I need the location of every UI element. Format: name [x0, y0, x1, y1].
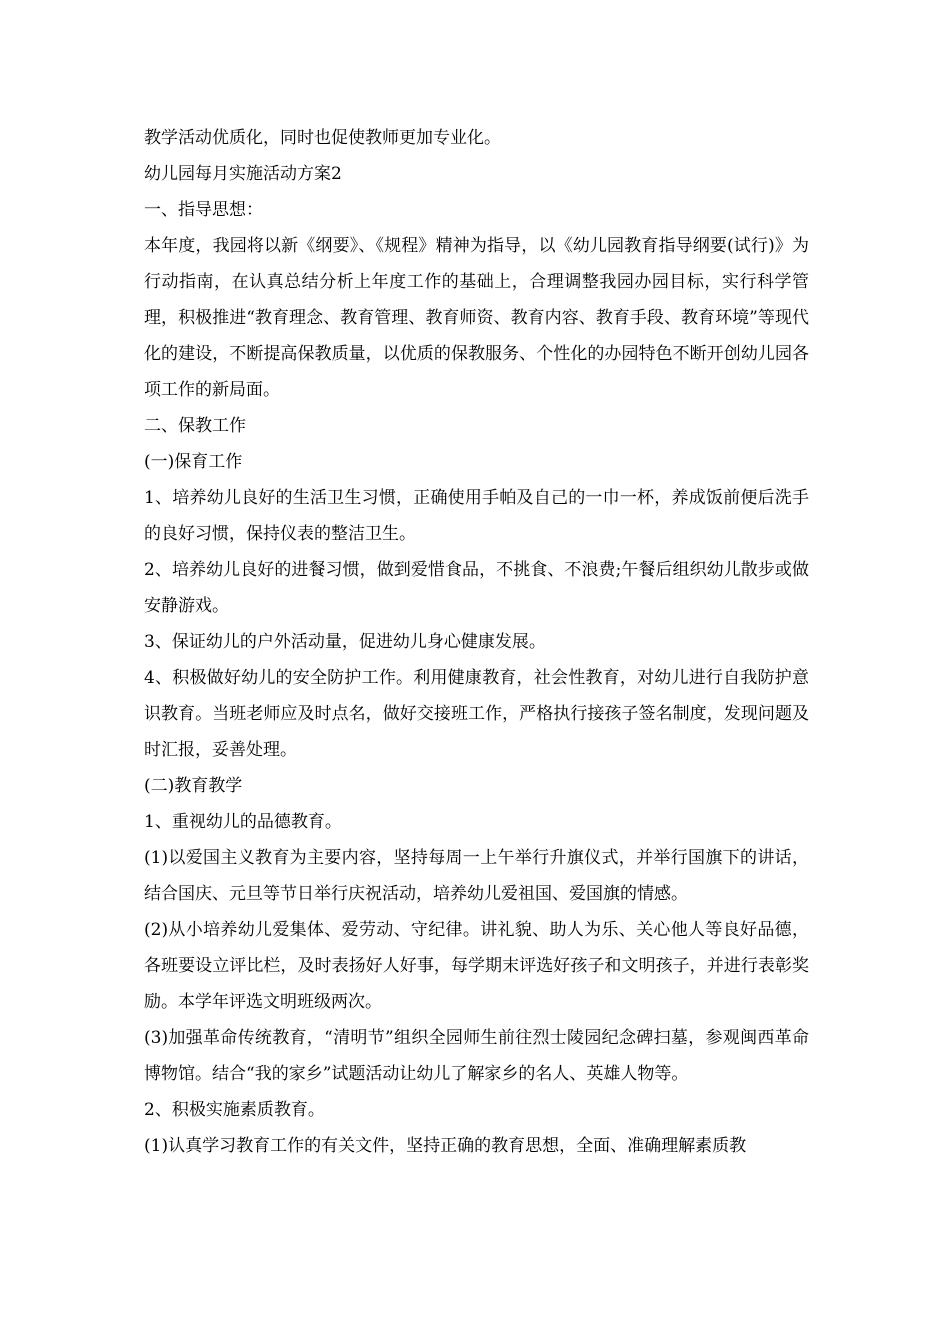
list-item-teaching-1-1: (1)以爱国主义教育为主要内容，坚持每周一上午举行升旗仪式，并举行国旗下的讲话，结合国庆、元旦等节日举行庆祝活动，培养幼儿爱祖国、爱国旗的情感。: [144, 848, 809, 904]
paragraph-continuation: 教学活动优质化，同时也促使教师更加专业化。: [144, 128, 501, 148]
section-heading-care-education: 二、保教工作: [144, 416, 246, 436]
list-item-teaching-1: 1、重视幼儿的品德教育。: [144, 812, 342, 832]
subsection-heading-care-work: (一)保育工作: [144, 452, 243, 472]
list-item-teaching-1-3: (3)加强革命传统教育，“清明节”组织全园师生前往烈士陵园纪念碑扫墓，参观闽西革命博物馆。结合“我的家乡”试题活动让幼儿了解家乡的名人、英雄人物等。: [144, 1028, 809, 1084]
subsection-heading-teaching: (二)教育教学: [144, 776, 243, 796]
list-item-care-3: 3、保证幼儿的户外活动量，促进幼儿身心健康发展。: [144, 632, 546, 652]
document-body: [144, 120, 809, 1164]
list-item-teaching-2-1: (1)认真学习教育工作的有关文件，坚持正确的教育思想，全面、准确理解素质教: [144, 1136, 747, 1156]
list-item-care-4: 4、积极做好幼儿的安全防护工作。利用健康教育，社会性教育，对幼儿进行自我防护意识教育。当班老师应及时点名，做好交接班工作，严格执行接孩子签名制度，发现问题及时汇报，妥善处理。: [144, 668, 809, 760]
document-title: 幼儿园每月实施活动方案2: [144, 164, 342, 184]
list-item-care-1: 1、培养幼儿良好的生活卫生习惯，正确使用手帕及自己的一巾一杯，养成饭前便后洗手的良好习惯，保持仪表的整洁卫生。: [144, 488, 809, 544]
list-item-teaching-1-2: (2)从小培养幼儿爱集体、爱劳动、守纪律。讲礼貌、助人为乐、关心他人等良好品德，各班要设立评比栏，及时表扬好人好事，每学期末评选好孩子和文明孩子，并进行表彰奖励。本学年评选文明班级两次。: [144, 920, 809, 1012]
paragraph-guiding-thought: 本年度，我园将以新《纲要》、《规程》精神为指导，以《幼儿园教育指导纲要(试行)》为行动指南，在认真总结分析上年度工作的基础上，合理调整我园办园目标，实行科学管理，积极推进“教育理念、教育管理、教育师资、教育内容、教育手段、教育环境”等现代化的建设，不断提高保教质量，以优质的保教服务、个性化的办园特色不断开创幼儿园各项工作的新局面。: [144, 236, 809, 400]
list-item-care-2: 2、培养幼儿良好的进餐习惯，做到爱惜食品，不挑食、不浪费;午餐后组织幼儿散步或做安静游戏。: [144, 560, 809, 616]
section-heading-guiding-thought: 一、指导思想：: [144, 200, 263, 220]
list-item-teaching-2: 2、积极实施素质教育。: [144, 1100, 325, 1120]
